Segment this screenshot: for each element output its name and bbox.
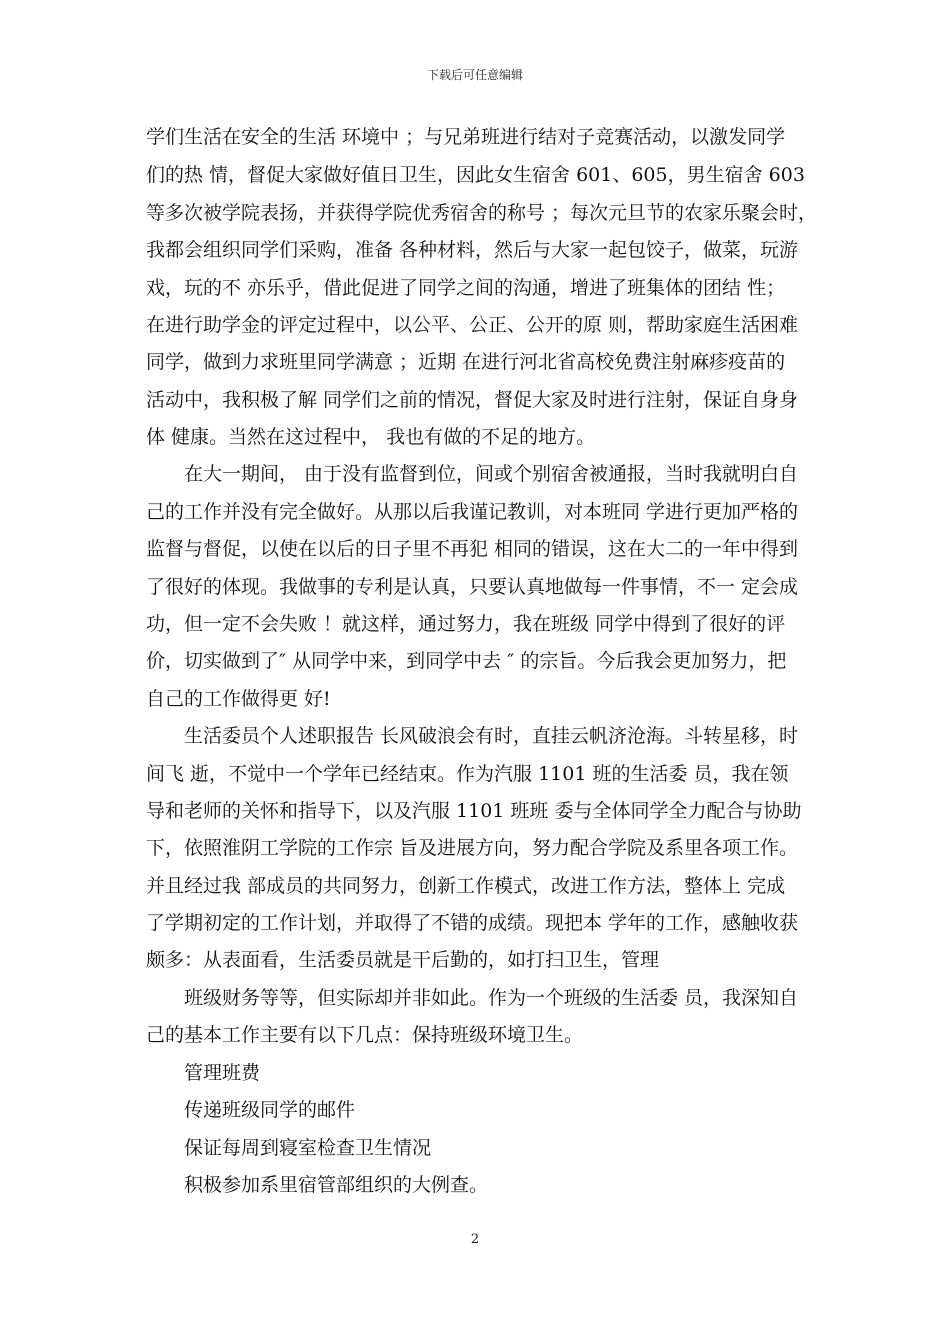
text-line: 体 健康。当然在这过程中， 我也有做的不足的地方。	[146, 426, 596, 448]
text-line: 己的工作并没有完全做好。从那以后我谨记教训，对本班同 学进行更加严格的	[146, 501, 799, 523]
text-line: 班级财务等等，但实际却并非如此。作为一个班级的生活委 员，我深知自	[184, 987, 799, 1009]
text-line: 了学期初定的工作计划，并取得了不错的成绩。现把本 学年的工作，感触收获	[146, 912, 799, 934]
text-line: 学们生活在安全的生活 环境中 ；与兄弟班进行结对子竞赛活动，以激发同学	[146, 126, 786, 148]
text-line: 导和老师的关怀和指导下，以及汽服 1101 班班 委与全体同学全力配合与协助	[146, 800, 802, 822]
text-line: 并且经过我 部成员的共同努力，创新工作模式，改进工作方法，整体上 完成	[146, 875, 786, 897]
text-line: 们的热 情，督促大家做好值日卫生，因此女生宿舍 601、605，男生宿舍 603	[146, 164, 805, 186]
page-header: 下载后可任意编辑	[426, 68, 523, 82]
text-line: 积极参加系里宿管部组织的大例查。	[184, 1174, 489, 1196]
text-line: 戏，玩的不 亦乐乎，借此促进了同学之间的沟通，增进了班集体的团结 性；	[146, 277, 786, 299]
text-line: 传递班级同学的邮件	[184, 1099, 356, 1121]
text-line: 在大一期间， 由于没有监督到位，间或个别宿舍被通报，当时我就明白自	[184, 463, 799, 485]
text-line: 了很好的体现。我做事的专利是认真，只要认真地做每一件事情，不一 定会成	[146, 576, 799, 598]
text-line: 功，但一定不会失败 ！就这样，通过努力，我在班级 同学中得到了很好的评	[146, 613, 786, 635]
text-line: 等多次被学院表扬，并获得学院优秀宿舍的称号 ；每次元旦节的农家乐聚会时，	[146, 202, 818, 224]
text-line: 价，切实做到了″ 从同学中来，到同学中去 ″ 的宗旨。今后我会更加努力，把	[146, 650, 787, 672]
text-line: 在进行助学金的评定过程中，以公平、公正、公开的原 则，帮助家庭生活困难	[146, 314, 799, 336]
text-line: 自己的工作做得更 好!	[146, 688, 331, 710]
text-line: 颇多：从表面看，生活委员就是干后勤的，如打扫卫生，管理	[146, 949, 660, 971]
text-line: 间飞 逝，不觉中一个学年已经结束。作为汽服 1101 班的生活委 员，我在领	[146, 763, 789, 785]
text-line: 管理班费	[184, 1062, 261, 1084]
text-line: 己的基本工作主要有以下几点：保持班级环境卫生。	[146, 1024, 584, 1046]
text-line: 活动中，我积极了解 同学们之前的情况，督促大家及时进行注射，保证自身身	[146, 389, 799, 411]
text-line: 监督与督促，以使在以后的日子里不再犯 相同的错误，这在大二的一年中得到	[146, 538, 799, 560]
text-line: 保证每周到寝室检查卫生情况	[184, 1137, 432, 1159]
text-line: 我都会组织同学们采购，准备 各种材料，然后与大家一起包饺子，做菜，玩游	[146, 239, 799, 261]
text-line: 下，依照淮阴工学院的工作宗 旨及进展方向，努力配合学院及系里各项工作。	[146, 837, 799, 859]
text-line: 同学，做到力求班里同学满意 ；近期 在进行河北省高校免费注射麻疹疫苗的	[146, 351, 786, 373]
text-line: 生活委员个人述职报告 长风破浪会有时，直挂云帆济沧海。斗转星移，时	[184, 725, 799, 747]
page-number: 2	[470, 1232, 480, 1247]
